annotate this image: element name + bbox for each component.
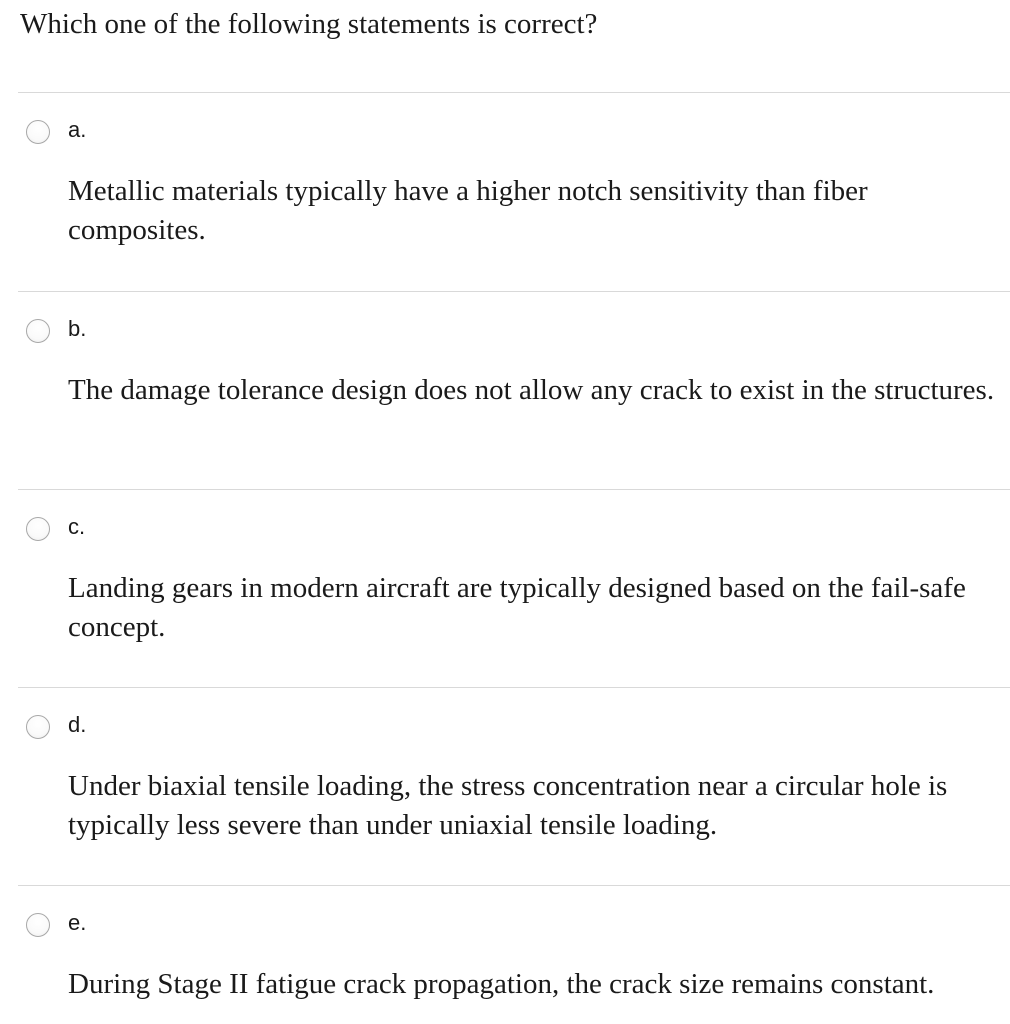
question-text: Which one of the following statements is correct? xyxy=(20,8,598,40)
divider xyxy=(18,291,1010,292)
radio-button-c[interactable] xyxy=(26,517,50,541)
divider xyxy=(18,885,1010,886)
option-e-letter: e. xyxy=(68,910,87,935)
option-b-letter: b. xyxy=(68,316,87,341)
divider xyxy=(18,687,1010,688)
option-b-text: The damage tolerance design does not allow any crack to exist in the structures. xyxy=(68,374,995,406)
option-d[interactable] xyxy=(0,689,1010,885)
option-c[interactable] xyxy=(0,491,1010,687)
radio-button-b[interactable] xyxy=(26,319,50,343)
radio-button-e[interactable] xyxy=(26,913,50,937)
option-d-letter: d. xyxy=(68,712,87,737)
divider xyxy=(18,92,1010,93)
option-a[interactable] xyxy=(0,94,1010,290)
option-a-text: Metallic materials typically have a higher notch sensitivity than fiber composites. xyxy=(68,175,868,246)
option-d-text: Under biaxial tensile loading, the stress concentration near a circular hole is typically less severe than under uniaxial tensile loading. xyxy=(68,770,948,841)
option-c-text: Landing gears in modern aircraft are typically designed based on the fail-safe concept. xyxy=(68,572,966,643)
option-e[interactable] xyxy=(0,887,1010,1024)
option-b[interactable] xyxy=(0,293,1010,489)
option-e-text: During Stage II fatigue crack propagation, the crack size remains constant. xyxy=(68,968,935,1000)
radio-button-d[interactable] xyxy=(26,715,50,739)
option-a-letter: a. xyxy=(68,117,87,142)
option-c-letter: c. xyxy=(68,514,86,539)
radio-button-a[interactable] xyxy=(26,120,50,144)
divider xyxy=(18,489,1010,490)
